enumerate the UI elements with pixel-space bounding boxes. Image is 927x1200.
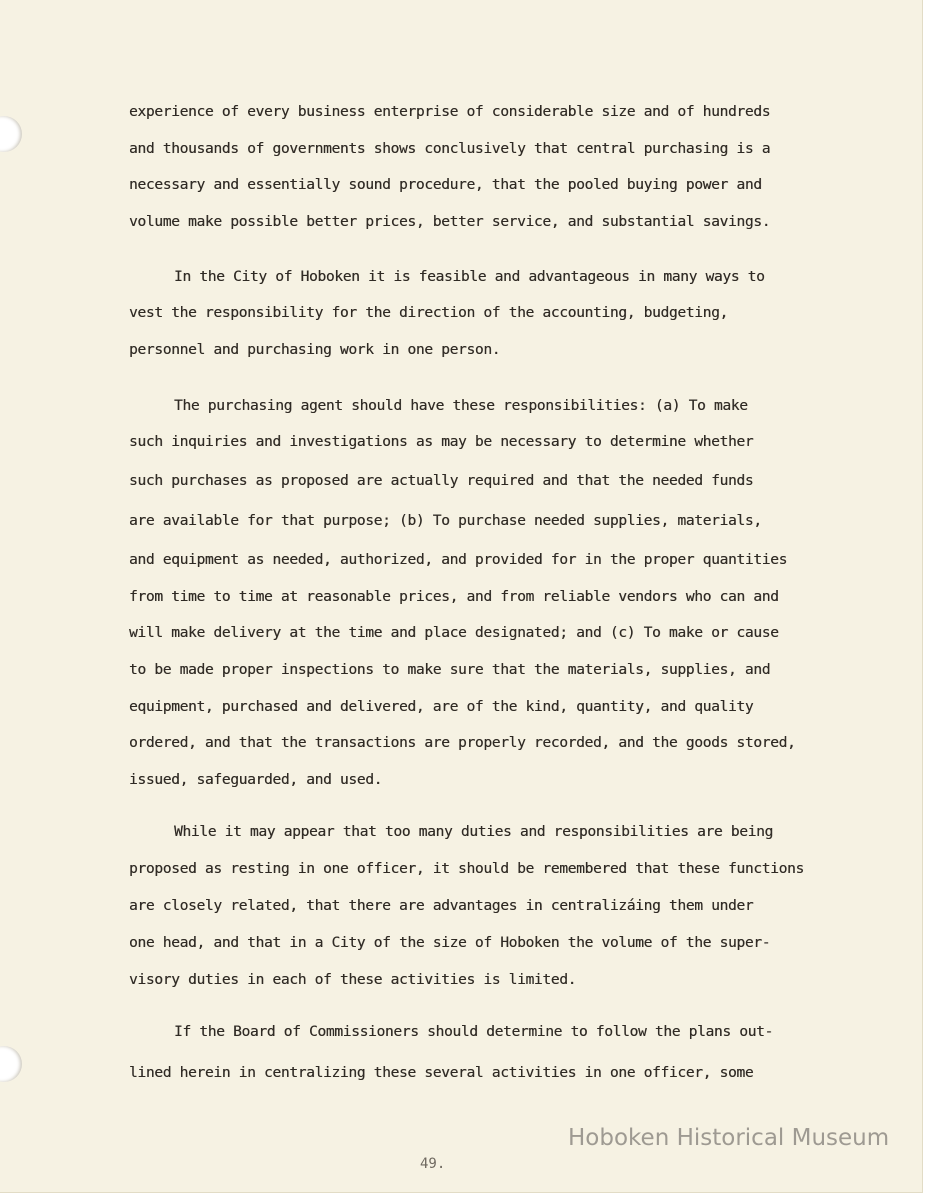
paragraph-3-line-11: issued, safeguarded, and used.	[129, 771, 383, 788]
paragraph-3-line-4: are available for that purpose; (b) To purchase needed supplies, materials,	[129, 512, 762, 529]
paragraph-4-line-5: visory duties in each of these activities is limited.	[129, 971, 577, 988]
paragraph-3-line-3: such purchases as proposed are actually required and that the needed funds	[129, 472, 754, 489]
binder-hole-bottom	[0, 1046, 22, 1082]
museum-watermark: Hoboken Historical Museum	[568, 1125, 890, 1151]
paragraph-5-line-2: lined herein in centralizing these several activities in one officer, some	[129, 1064, 754, 1081]
paragraph-2-line-1: In the City of Hoboken it is feasible and advantageous in many ways to	[174, 268, 765, 285]
paragraph-3-line-5: and equipment as needed, authorized, and provided for in the proper quantities	[129, 551, 788, 568]
page-number: 49.	[420, 1156, 446, 1172]
paragraph-4-line-3: are closely related, that there are advantages in centralizáing them under	[129, 897, 754, 914]
paragraph-5-line-1: If the Board of Commissioners should determine to follow the plans out-	[174, 1023, 773, 1040]
paragraph-2-line-2: vest the responsibility for the direction of the accounting, budgeting,	[129, 304, 728, 321]
paragraph-4-line-1: While it may appear that too many duties and responsibilities are being	[174, 823, 773, 840]
paragraph-3-line-6: from time to time at reasonable prices, and from reliable vendors who can and	[129, 588, 779, 605]
paragraph-3-line-10: ordered, and that the transactions are properly recorded, and the goods stored,	[129, 734, 796, 751]
paragraph-1-line-2: and thousands of governments shows conclusively that central purchasing is a	[129, 140, 771, 157]
paragraph-3-line-7: will make delivery at the time and place designated; and (c) To make or cause	[129, 624, 779, 641]
paragraph-2-line-3: personnel and purchasing work in one person.	[129, 341, 501, 358]
paragraph-3-line-8: to be made proper inspections to make sure that the materials, supplies, and	[129, 661, 771, 678]
paragraph-1-line-1: experience of every business enterprise of considerable size and of hundreds	[129, 103, 771, 120]
paragraph-3-line-2: such inquiries and investigations as may be necessary to determine whether	[129, 433, 754, 450]
paragraph-1-line-4: volume make possible better prices, better service, and substantial savings.	[129, 213, 771, 230]
paragraph-3-line-9: equipment, purchased and delivered, are of the kind, quantity, and quality	[129, 698, 754, 715]
binder-hole-top	[0, 116, 22, 152]
paragraph-3-line-1: The purchasing agent should have these responsibilities: (a) To make	[174, 397, 748, 414]
paragraph-4-line-4: one head, and that in a City of the size of Hoboken the volume of the super-	[129, 934, 771, 951]
paragraph-4-line-2: proposed as resting in one officer, it should be remembered that these functions	[129, 860, 804, 877]
paragraph-1-line-3: necessary and essentially sound procedure, that the pooled buying power and	[129, 176, 762, 193]
